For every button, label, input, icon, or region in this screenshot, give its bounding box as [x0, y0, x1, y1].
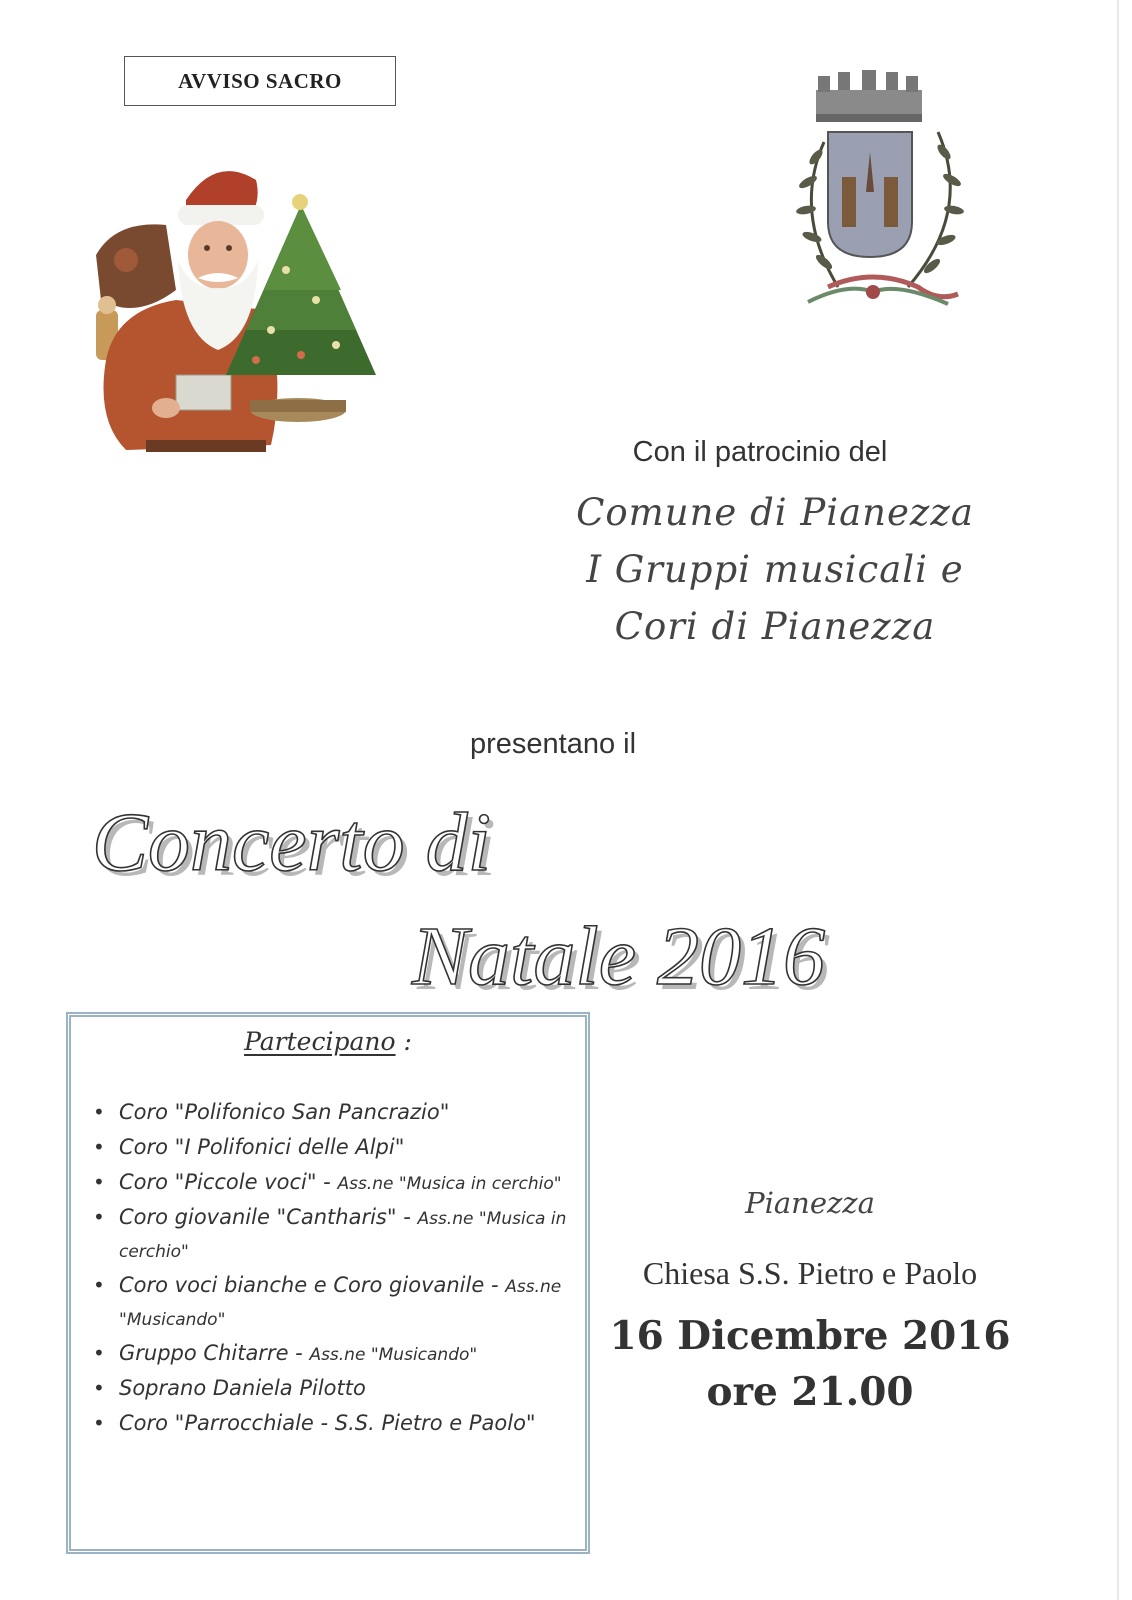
- sponsor-line: Comune di Pianezza: [576, 491, 974, 534]
- list-item: • Coro "I Polifonici delle Alpi": [91, 1132, 571, 1165]
- participants-list: [91, 1097, 571, 1443]
- list-item: • Coro voci bianche e Coro giovanile - Ass.ne "Musicando": [91, 1270, 571, 1336]
- list-item: • Coro "Parrocchiale - S.S. Pietro e Paolo": [91, 1408, 571, 1441]
- event-info: [600, 1178, 1020, 1420]
- event-venue: Chiesa S.S. Pietro e Paolo: [642, 1255, 978, 1291]
- page-edge: [1117, 0, 1119, 1600]
- event-time: ore 21.00: [706, 1369, 914, 1415]
- event-place: Pianezza: [745, 1186, 875, 1220]
- coat-of-arms-emblem: [788, 62, 978, 330]
- list-item: • Coro "Polifonico San Pancrazio": [91, 1097, 571, 1130]
- list-item: • Coro "Piccole voci" - Ass.ne "Musica in cerchio": [91, 1167, 571, 1200]
- participants-box: [66, 1012, 590, 1554]
- notice-label: AVVISO SACRO: [124, 56, 396, 106]
- sponsor-line: Cori di Pianezza: [614, 605, 936, 648]
- concert-title-line-2: Natale 2016: [412, 910, 825, 1003]
- event-date: 16 Dicembre 2016: [609, 1313, 1011, 1359]
- sponsor-line: I Gruppi musicali e: [586, 548, 964, 591]
- list-item: • Soprano Daniela Pilotto: [91, 1373, 571, 1406]
- sponsors-block: [540, 484, 1010, 655]
- concert-title-line-1: Concerto di: [92, 796, 491, 889]
- participants-heading: Partecipano :: [244, 1027, 412, 1056]
- list-item: • Coro giovanile "Cantharis" - Ass.ne "Musica in cerchio": [91, 1202, 571, 1268]
- patronage-intro: Con il patrocinio del: [632, 436, 888, 468]
- santa-illustration: [86, 160, 386, 460]
- presents-text: presentano il: [470, 728, 637, 760]
- list-item: • Gruppo Chitarre - Ass.ne "Musicando": [91, 1338, 571, 1371]
